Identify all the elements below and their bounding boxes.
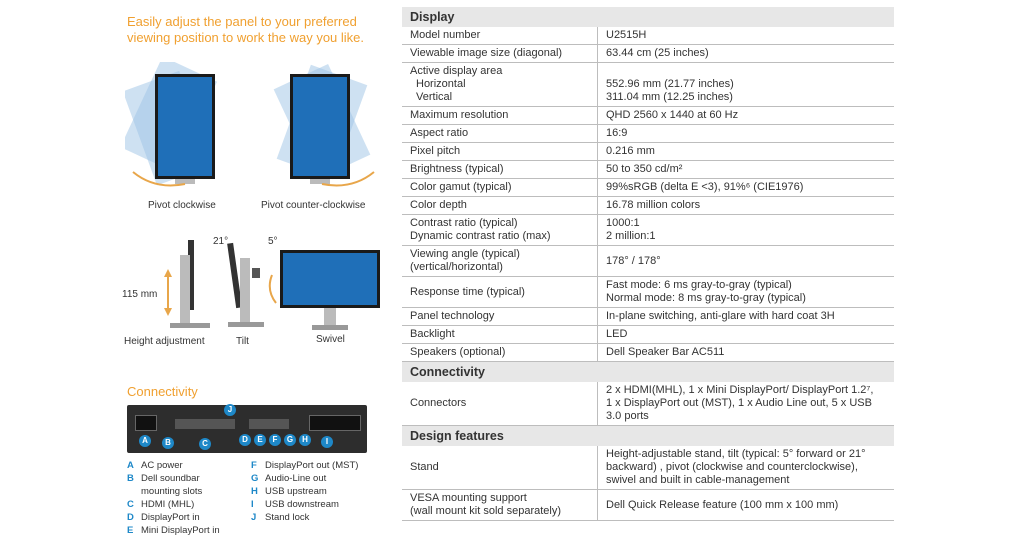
intro-text: Easily adjust the panel to your preferred viewing position to work the way you like. xyxy=(127,14,365,45)
spec-value: In-plane switching, anti-glare with hard coat 3H xyxy=(606,310,835,322)
spec-value: 2 x HDMI(MHL), 1 x Mini DisplayPort/ DisplayPort 1.2⁷, 1 x DisplayPort out (MST), 1 x Audio Line out, 5 x USB 3.0 ports xyxy=(606,384,874,422)
tilt-back-angle: 21° xyxy=(213,236,229,247)
tilt-illustration xyxy=(222,238,267,333)
spec-value: U2515H xyxy=(606,29,647,41)
port-marker-d: D xyxy=(239,434,251,446)
port-marker-b: B xyxy=(162,437,174,449)
spec-row xyxy=(402,161,894,179)
port-marker-i: I xyxy=(321,436,333,448)
display-rows xyxy=(402,27,894,362)
spec-row xyxy=(402,344,894,362)
height-adjustment-illustration xyxy=(160,235,215,335)
spec-value: 50 to 350 cd/m² xyxy=(606,163,683,175)
pivot-clockwise-illustration xyxy=(125,62,245,192)
spec-value: 99%sRGB (delta E <3), 91%⁶ (CIE1976) xyxy=(606,181,804,193)
pivot-counter-clockwise-caption: Pivot counter-clockwise xyxy=(261,200,366,211)
port-marker-h: H xyxy=(299,434,311,446)
spec-label: VESA mounting support (wall mount kit sold separately) xyxy=(402,490,598,520)
spec-table xyxy=(402,7,894,521)
port-marker-f: F xyxy=(269,434,281,446)
spec-label: Backlight xyxy=(402,326,598,343)
spec-label: Aspect ratio xyxy=(402,125,598,142)
spec-row xyxy=(402,45,894,63)
spec-label: Panel technology xyxy=(402,308,598,325)
port-marker-a: A xyxy=(139,435,151,447)
spec-value: 0.216 mm xyxy=(606,145,655,157)
tilt-forward-angle: 5° xyxy=(268,236,278,247)
spec-label: Maximum resolution xyxy=(402,107,598,124)
connectivity-rows xyxy=(402,382,894,426)
spec-value: 63.44 cm (25 inches) xyxy=(606,47,709,59)
rear-ports-illustration xyxy=(127,405,367,453)
spec-label: Model number xyxy=(402,27,598,44)
port-legend-left: A AC power B Dell soundbar mounting slots C HDMI (MHL) D DisplayPort in E Mini DisplayPort in xyxy=(127,460,220,536)
spec-label: Viewing angle (typical) (vertical/horizontal) xyxy=(402,246,598,276)
spec-value: Height-adjustable stand, tilt (typical: 5° forward or 21° backward) , pivot (clockwise and counterclockwise), swivel and built in cable-management xyxy=(606,448,866,486)
spec-row xyxy=(402,179,894,197)
spec-value: 16.78 million colors xyxy=(606,199,701,211)
spec-row xyxy=(402,125,894,143)
spec-row xyxy=(402,326,894,344)
design-rows xyxy=(402,446,894,521)
spec-row xyxy=(402,246,894,277)
pivot-clockwise-caption: Pivot clockwise xyxy=(148,200,216,211)
port-marker-e: E xyxy=(254,434,266,446)
spec-value: QHD 2560 x 1440 at 60 Hz xyxy=(606,109,739,121)
spec-row xyxy=(402,63,894,107)
height-value-label: 115 mm xyxy=(122,289,158,300)
spec-label: Color depth xyxy=(402,197,598,214)
spec-label: Speakers (optional) xyxy=(402,344,598,361)
spec-row xyxy=(402,446,894,490)
spec-label: Pixel pitch xyxy=(402,143,598,160)
spec-label: Stand xyxy=(402,446,598,489)
spec-row xyxy=(402,490,894,521)
spec-value: LED xyxy=(606,328,628,340)
height-adjustment-caption: Height adjustment xyxy=(124,336,205,347)
spec-value: Fast mode: 6 ms gray-to-gray (typical) Normal mode: 8 ms gray-to-gray (typical) xyxy=(606,279,806,304)
spec-label: Connectors xyxy=(402,382,598,425)
design-section-header: Design features xyxy=(402,426,894,446)
port-marker-g: G xyxy=(284,434,296,446)
spec-label: Active display area Horizontal Vertical xyxy=(402,63,598,106)
pivot-counter-clockwise-illustration xyxy=(262,62,382,192)
spec-value: 552.96 mm (21.77 inches) 311.04 mm (12.25 inches) xyxy=(606,78,734,103)
spec-row xyxy=(402,382,894,426)
spec-value: 1000:1 2 million:1 xyxy=(606,217,656,242)
spec-value: Dell Speaker Bar AC511 xyxy=(606,346,725,358)
spec-label: Contrast ratio (typical) Dynamic contrast ratio (max) xyxy=(402,215,598,245)
port-marker-j: J xyxy=(224,404,236,416)
swivel-caption: Swivel xyxy=(316,334,345,345)
spec-label: Viewable image size (diagonal) xyxy=(402,45,598,62)
swivel-illustration xyxy=(268,245,383,335)
spec-row xyxy=(402,27,894,45)
spec-value: 16:9 xyxy=(606,127,628,139)
spec-value: Dell Quick Release feature (100 mm x 100 mm) xyxy=(606,498,839,511)
spec-row xyxy=(402,143,894,161)
tilt-caption: Tilt xyxy=(236,336,249,347)
connectivity-heading: Connectivity xyxy=(127,384,198,399)
spec-label: Color gamut (typical) xyxy=(402,179,598,196)
spec-label: Brightness (typical) xyxy=(402,161,598,178)
connectivity-section-header: Connectivity xyxy=(402,362,894,382)
port-marker-c: C xyxy=(199,438,211,450)
spec-row xyxy=(402,308,894,326)
spec-row xyxy=(402,107,894,125)
spec-label: Response time (typical) xyxy=(402,277,598,307)
spec-value: 178° / 178° xyxy=(606,254,661,267)
spec-row xyxy=(402,277,894,308)
port-legend-right: F DisplayPort out (MST) G Audio-Line out H USB upstream I USB downstream J Stand lock xyxy=(251,460,359,523)
display-section-header: Display xyxy=(402,7,894,27)
spec-row xyxy=(402,197,894,215)
spec-row xyxy=(402,215,894,246)
